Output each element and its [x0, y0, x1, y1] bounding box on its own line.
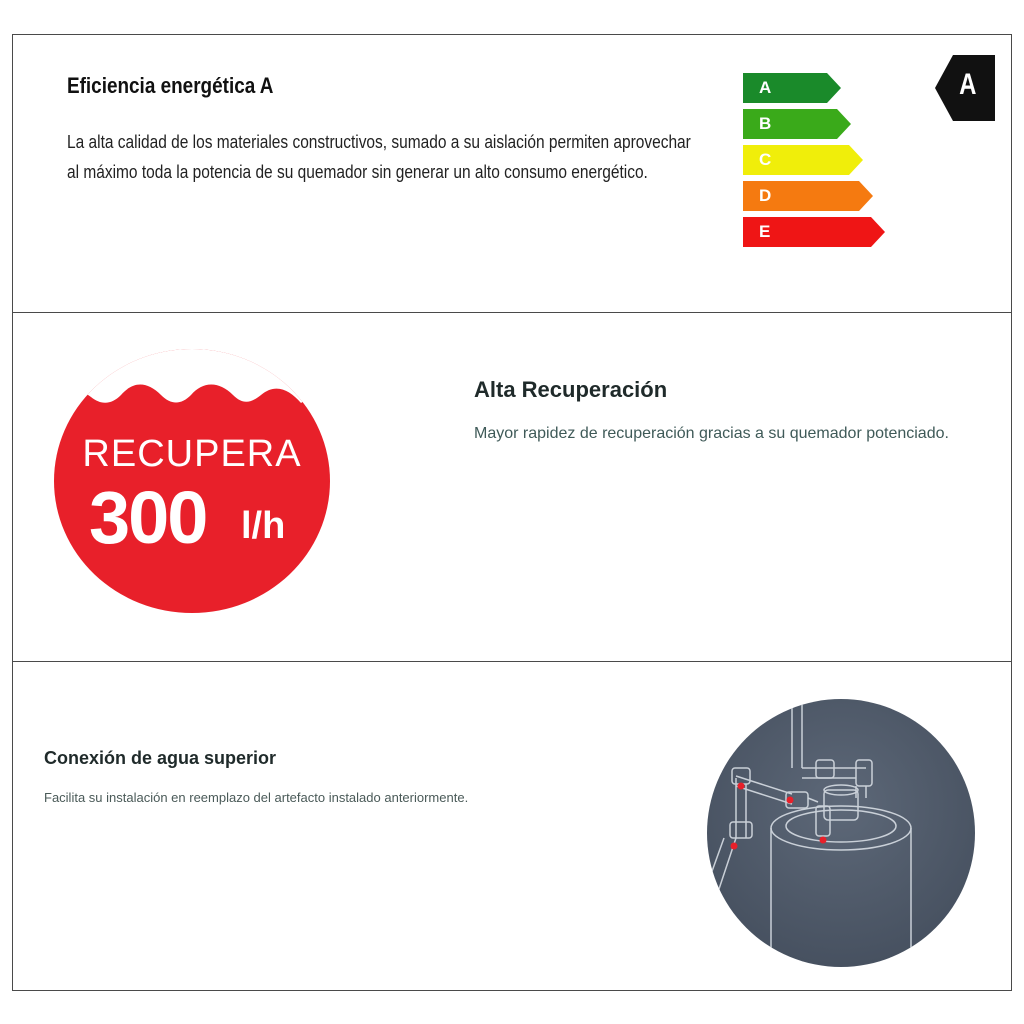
recovery-title: Alta Recuperación — [474, 377, 668, 402]
connection-description: Facilita su instalación en reemplazo del artefacto instalado anteriormente. — [44, 790, 469, 805]
recovery-badge — [53, 347, 331, 615]
energy-bar-c-label: C — [759, 150, 772, 169]
connection-panel — [12, 661, 1012, 991]
connection-title: Conexión de agua superior — [44, 748, 277, 768]
recovery-badge-unit: l/h — [241, 505, 286, 547]
energy-rating-label: A — [959, 68, 977, 101]
recovery-panel — [12, 312, 1012, 662]
energy-bar-a-label: A — [759, 78, 772, 97]
energy-description-line2: al máximo toda la potencia de su quemador sin generar un alto consumo energético. — [67, 162, 648, 182]
energy-scale — [743, 73, 903, 253]
recovery-description: Mayor rapidez de recuperación gracias a su quemador potenciado. — [474, 425, 949, 442]
energy-bar-b-label: B — [759, 114, 772, 133]
energy-efficiency-panel — [12, 34, 1012, 313]
energy-title: Eficiencia energética A — [67, 73, 274, 98]
energy-description — [67, 127, 691, 187]
energy-description-line1: La alta calidad de los materiales constructivos, sumado a su aislación permiten aprovechar — [67, 132, 691, 152]
energy-bar-d-label: D — [759, 186, 772, 205]
energy-bar-a-shape — [743, 73, 841, 103]
energy-bar-e-label: E — [759, 222, 771, 241]
water-heater-pipes-icon — [706, 698, 976, 968]
recovery-badge-value: 300 — [89, 476, 207, 559]
recovery-badge-word: RECUPERA — [82, 433, 302, 475]
energy-rating-badge — [935, 55, 995, 121]
